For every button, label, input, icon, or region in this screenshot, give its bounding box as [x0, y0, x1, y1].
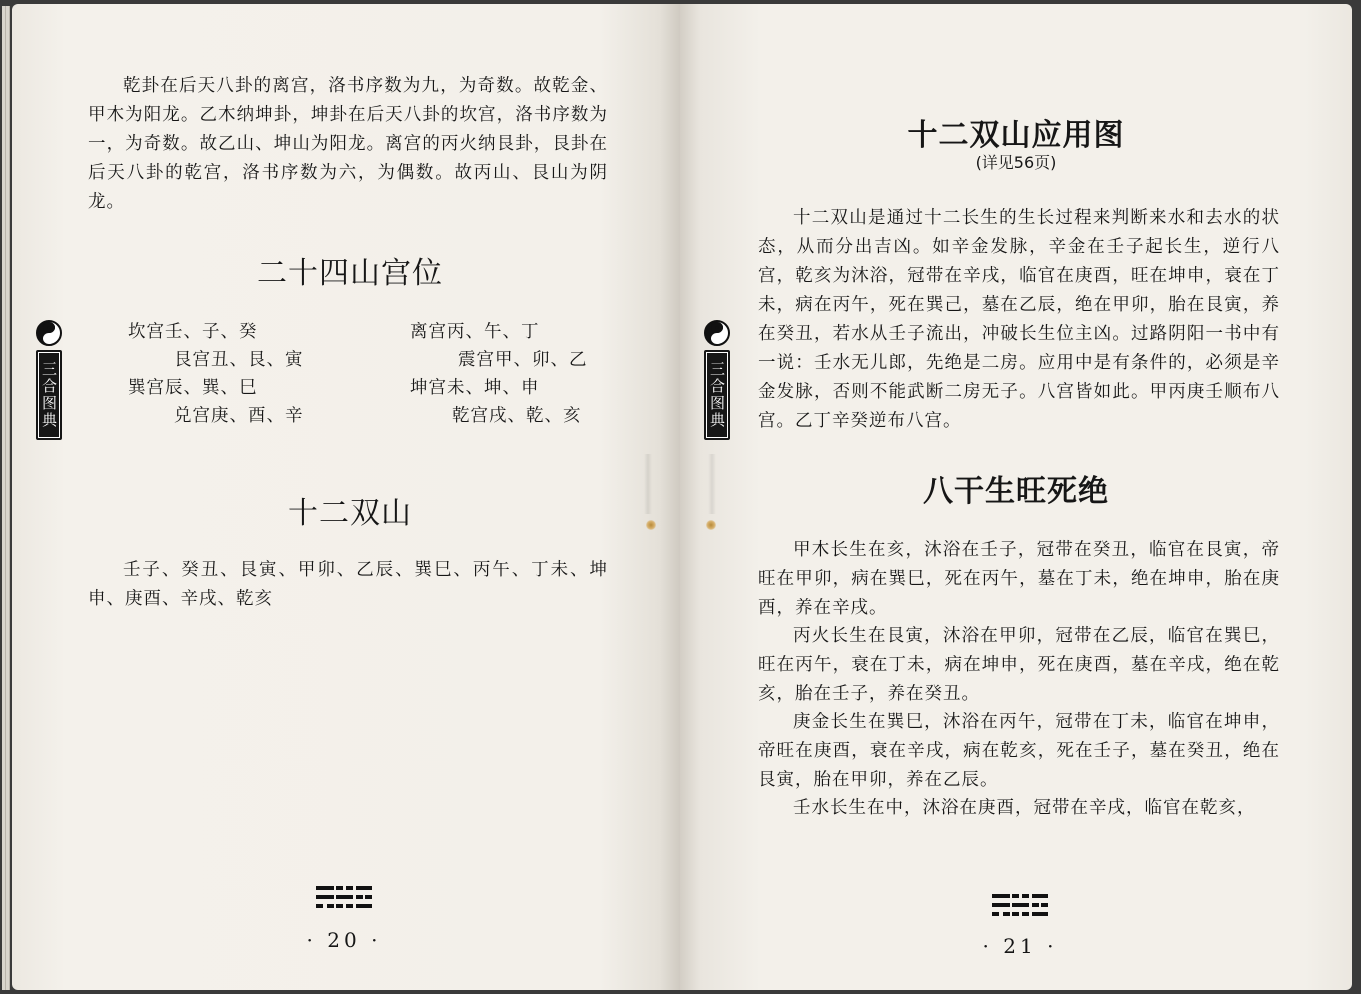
palace-item: 坤宫未、坤、申	[410, 378, 540, 398]
taiji-icon	[36, 320, 62, 346]
trigram-icon	[990, 892, 1050, 922]
palace-item: 艮宫丑、艮、寅	[174, 350, 304, 370]
side-tab	[700, 320, 734, 440]
palace-item: 乾宫戌、乾、亥	[452, 406, 582, 426]
paragraph-jia-wood: 甲木长生在亥，沐浴在壬子，冠带在癸丑，临官在艮寅，帝旺在甲卯，病在巽巳，死在丙午，墓在丁未，绝在坤申，胎在庚酉，养在辛戌。	[758, 540, 1280, 618]
crease	[644, 454, 652, 514]
left-page	[12, 4, 680, 990]
paragraph-ren-water: 壬水长生在中，沐浴在庚酉，冠带在辛戌，临官在乾亥，	[793, 798, 1256, 818]
side-tab-label: 三合图典	[36, 350, 62, 440]
paragraph-twelve-double-mountains: 十二双山是通过十二长生的生长过程来判断来水和去水的状态，从而分出吉凶。如辛金发脉，辛金在壬子起长生，逆行八宫，乾亥为沐浴，冠带在辛戌，临官在庚酉，旺在坤申，衰在丁未，病在丙午，死在巽己，墓在乙辰，绝在甲卯，胎在艮寅，养在癸丑，若水从壬子流出，冲破长生位主凶。过路阴阳一书中有一说：壬水无儿郎，先绝是二房。应用中是有条件的，必须是辛金发脉，否则不能武断二房无子。八宫皆如此。甲丙庚壬顺布八宫。乙丁辛癸逆布八宫。	[758, 208, 1280, 431]
side-tab	[32, 320, 66, 440]
palace-item: 离宫丙、午、丁	[410, 322, 540, 342]
heading-24-mountains: 二十四山宫位	[257, 256, 443, 291]
page-number: · 20 ·	[306, 928, 382, 952]
palace-item: 巽宫辰、巽、巳	[128, 378, 258, 398]
page-number: · 21 ·	[982, 934, 1058, 958]
burn-mark	[646, 520, 656, 530]
taiji-icon	[704, 320, 730, 346]
palace-item: 震宫甲、卯、乙	[458, 350, 588, 370]
heading-eight-stems: 八干生旺死绝	[923, 474, 1109, 509]
right-page	[680, 4, 1352, 990]
heading-subnote: (详见56页)	[975, 153, 1057, 172]
side-tab-label: 三合图典	[704, 350, 730, 440]
intro-paragraph: 乾卦在后天八卦的离宫，洛书序数为九，为奇数。故乾金、甲木为阳龙。乙木纳坤卦，坤卦在后天八卦的坎宫，洛书序数为一，为奇数。故乙山、坤山为阳龙。离宫的丙火纳艮卦，艮卦在后天八卦的乾宫，洛书序数为六，为偶数。故丙山、艮山为阴龙。	[88, 76, 608, 212]
paragraph-geng-metal: 庚金长生在巽巳，沐浴在丙午，冠带在丁未，临官在坤申，帝旺在庚酉，衰在辛戌，病在乾亥，死在壬子，墓在癸丑，绝在艮寅，胎在甲卯，养在乙辰。	[758, 712, 1280, 790]
heading-application-chart: 十二双山应用图	[907, 118, 1125, 153]
trigram-icon	[314, 884, 374, 914]
shuangshan-paragraph: 壬子、癸丑、艮寅、甲卯、乙辰、巽巳、丙午、丁未、坤申、庚酉、辛戌、乾亥	[88, 560, 608, 609]
crease	[708, 454, 716, 514]
palace-item: 兑宫庚、酉、辛	[174, 406, 304, 426]
paragraph-bing-fire: 丙火长生在艮寅，沐浴在甲卯，冠带在乙辰，临官在巽巳，旺在丙午，衰在丁未，病在坤申，死在庚酉，墓在辛戌，绝在乾亥，胎在壬子，养在癸丑。	[758, 626, 1280, 704]
heading-twelve-double-mountains: 十二双山	[288, 496, 412, 531]
palace-item: 坎宫壬、子、癸	[128, 322, 258, 342]
page-edge	[6, 6, 10, 990]
burn-mark	[706, 520, 716, 530]
